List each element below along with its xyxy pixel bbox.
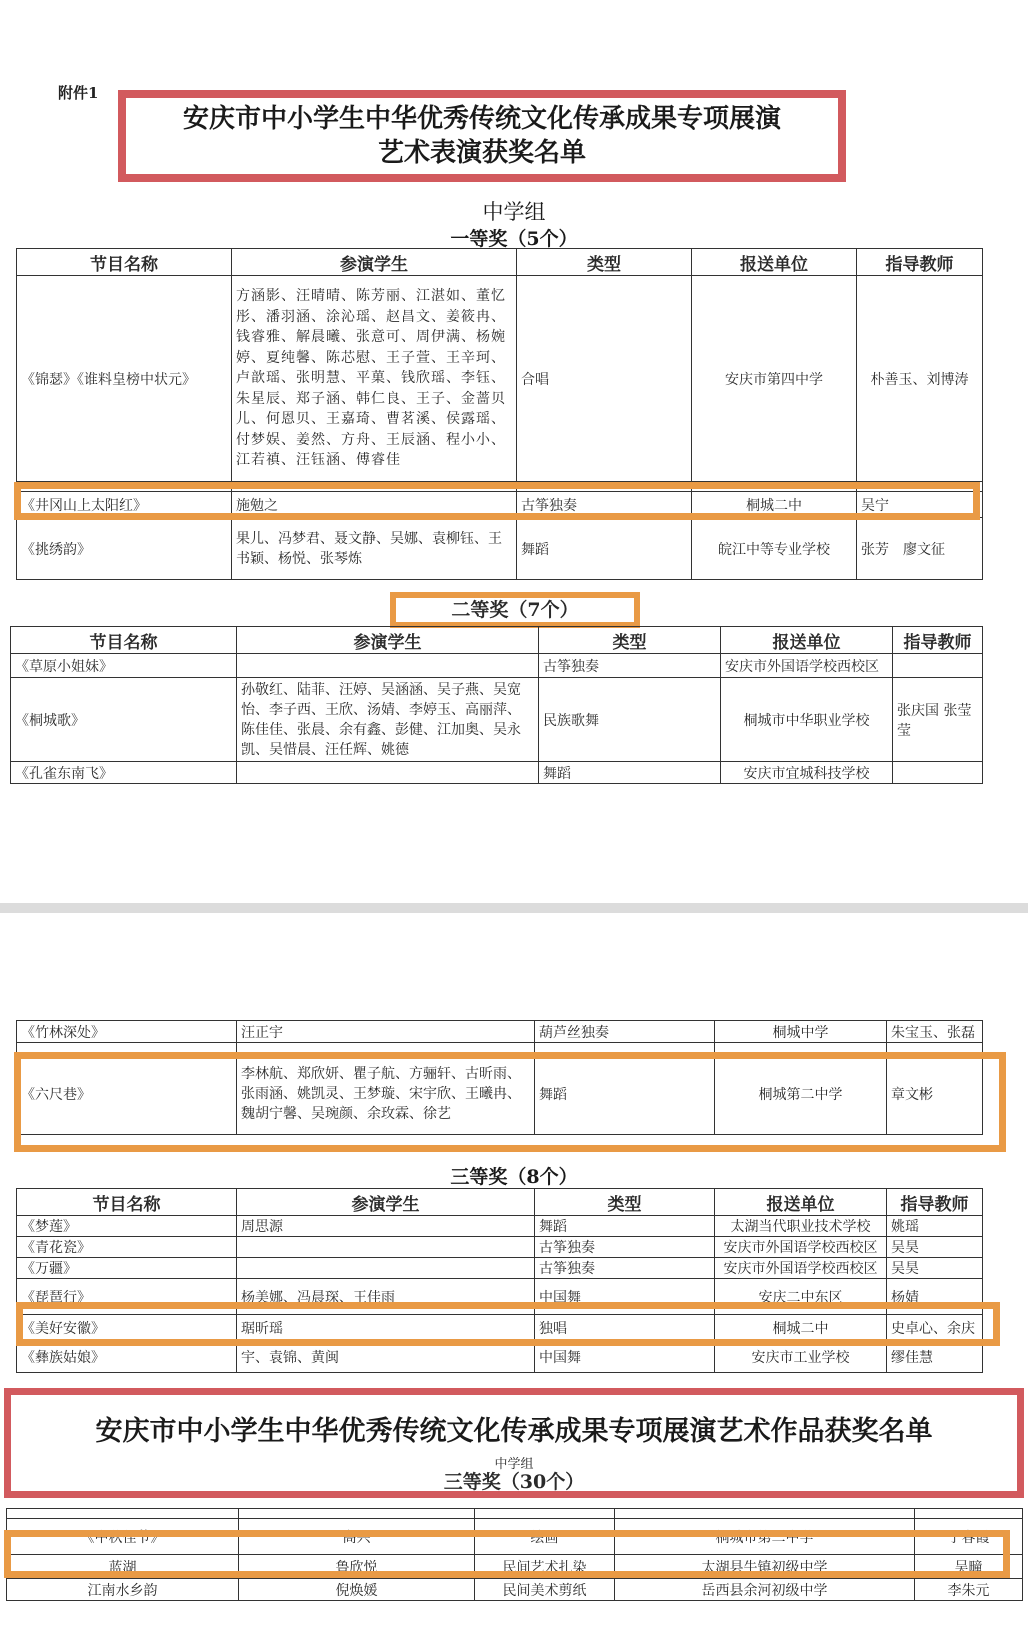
- artwork-group: 中学组: [494, 1457, 534, 1472]
- cell-teacher: 吴昊: [887, 1258, 983, 1279]
- table-header-row: [17, 249, 983, 276]
- cell-student: 鲁欣悦: [239, 1555, 475, 1579]
- cell-unit: 皖江中等专业学校: [692, 518, 857, 580]
- cell-type: 古筝独奏: [535, 1258, 715, 1279]
- cell-students: 施勉之: [232, 492, 517, 518]
- cell-teacher: 李朱元: [915, 1579, 1023, 1601]
- cell-type: 葫芦丝独奏: [535, 1021, 715, 1043]
- table-row: [11, 654, 983, 678]
- cell-teacher: [893, 762, 983, 784]
- cell-teacher: 朱宝玉、张磊: [887, 1021, 983, 1043]
- table-header-row: [11, 627, 983, 654]
- cell-teacher: 杨婧: [887, 1279, 983, 1315]
- table-row: [17, 1237, 983, 1258]
- table-row: [17, 1279, 983, 1315]
- cell-students: [237, 654, 539, 678]
- table-row: [7, 1519, 1023, 1555]
- header-name: 节目名称: [17, 249, 232, 276]
- cell-unit: 岳西县余河初级中学: [615, 1579, 915, 1601]
- table-row: [7, 1555, 1023, 1579]
- header-students: 参演学生: [237, 627, 539, 654]
- header-teacher: 指导教师: [857, 249, 983, 276]
- cell-students: [237, 762, 539, 784]
- cell-teacher: 章文彬: [887, 1053, 983, 1135]
- cell-students: 宇、袁锦、黄闽: [237, 1341, 535, 1373]
- cell-teacher: 丁春霞: [915, 1519, 1023, 1555]
- header-name: 节目名称: [11, 627, 237, 654]
- cell-unit: 太湖县牛镇初级中学: [615, 1555, 915, 1579]
- cell-unit: 桐城市第二中学: [615, 1519, 915, 1555]
- cell-name: 《青花瓷》: [17, 1237, 237, 1258]
- cell-students: 琚昕瑶: [237, 1315, 535, 1341]
- table-row: [11, 762, 983, 784]
- cell-unit: 太湖当代职业技术学校: [715, 1216, 887, 1237]
- cell-name: 江南水乡韵: [7, 1579, 239, 1601]
- header-students: 参演学生: [232, 249, 517, 276]
- cell-type: 合唱: [517, 276, 692, 482]
- cell-type: 舞蹈: [517, 518, 692, 580]
- header-name: 节目名称: [17, 1189, 237, 1216]
- table-row: [17, 1315, 983, 1341]
- header-teacher: 指导教师: [893, 627, 983, 654]
- artwork-title-box: [4, 1388, 1024, 1498]
- header-type: 类型: [517, 249, 692, 276]
- table-row: [17, 276, 983, 482]
- table-row: [17, 1341, 983, 1373]
- cell-teacher: 张芳 廖文征: [857, 518, 983, 580]
- cell-type: 民族歌舞: [539, 678, 721, 762]
- cell-name: 《草原小姐妹》: [11, 654, 237, 678]
- cell-student: 倪焕媛: [239, 1579, 475, 1601]
- cell-type: 中国舞: [535, 1341, 715, 1373]
- cell-name: 《井冈山上太阳红》: [17, 492, 232, 518]
- cell-teacher: 吴疃: [915, 1555, 1023, 1579]
- main-title-line1: 安庆市中小学生中华优秀传统文化传承成果专项展演: [182, 104, 781, 134]
- second-prize-table-a: [10, 626, 983, 784]
- cell-type: 古筝独奏: [517, 492, 692, 518]
- cell-name: 《琵琶行》: [17, 1279, 237, 1315]
- cell-unit: 安庆市外国语学校西校区: [715, 1237, 887, 1258]
- third-prize-table: [16, 1188, 983, 1373]
- cell-teacher: 缪佳慧: [887, 1341, 983, 1373]
- cell-type: 绘画: [475, 1519, 615, 1555]
- header-type: 类型: [539, 627, 721, 654]
- artwork-table: [6, 1508, 1023, 1601]
- second-prize-table-b: [16, 1020, 983, 1135]
- first-prize-table: [16, 248, 983, 580]
- table-row: [17, 1021, 983, 1043]
- main-title-line2: 艺术表演获奖名单: [377, 138, 586, 168]
- cell-student: 高兴: [239, 1519, 475, 1555]
- artwork-award-title: 三等奖（30个）: [443, 1471, 585, 1493]
- cell-type: 民间美术剪纸: [475, 1579, 615, 1601]
- cell-teacher: [893, 654, 983, 678]
- group-title: 中学组: [482, 200, 546, 224]
- cell-name: 《竹林深处》: [17, 1021, 237, 1043]
- cell-name: 《万疆》: [17, 1258, 237, 1279]
- cell-type: 舞蹈: [539, 762, 721, 784]
- cell-unit: 安庆市宜城科技学校: [721, 762, 893, 784]
- table-row: [7, 1579, 1023, 1601]
- cell-type: 中国舞: [535, 1279, 715, 1315]
- cell-name: 《梦莲》: [17, 1216, 237, 1237]
- cell-teacher: 吴宁: [857, 492, 983, 518]
- cell-unit: 安庆市外国语学校西校区: [721, 654, 893, 678]
- cell-name: 《中秋佳节》: [7, 1519, 239, 1555]
- cell-students: 孙敬红、陆菲、汪婷、吴涵涵、吴子燕、吴宽怡、李子西、王欣、汤婧、李婷玉、高丽萍、陈佳佳、张晨、余有鑫、彭健、江加奥、吴永凯、吴惜晨、汪任辉、姚德: [237, 678, 539, 762]
- header-unit: 报送单位: [692, 249, 857, 276]
- cell-unit: 安庆市外国语学校西校区: [715, 1258, 887, 1279]
- cell-unit: 安庆市第四中学: [692, 276, 857, 482]
- cell-name: 蓝湖: [7, 1555, 239, 1579]
- cell-name: 《桐城歌》: [11, 678, 237, 762]
- third-prize-title: 三等奖（8个）: [450, 1166, 578, 1188]
- cell-students: 汪正宇: [237, 1021, 535, 1043]
- cell-unit: 安庆二中东区: [715, 1279, 887, 1315]
- header-teacher: 指导教师: [887, 1189, 983, 1216]
- table-header-row: [17, 1189, 983, 1216]
- cell-name: 《孔雀东南飞》: [11, 762, 237, 784]
- page-gap: [0, 903, 1028, 913]
- artwork-title: 安庆市中小学生中华优秀传统文化传承成果专项展演艺术作品获奖名单: [95, 1416, 933, 1447]
- cell-students: [237, 1237, 535, 1258]
- cell-students: 方涵影、汪晴晴、陈芳丽、江湛如、董忆彤、潘羽涵、涂沁瑶、赵昌文、姜筱冉、钱睿雅、解晨曦、张意可、周伊满、杨婉婷、夏纯馨、陈芯慰、王子萱、王辛珂、卢歆瑶、张明慧、平菓、钱欣瑶、李钰、朱星辰、郑子涵、韩仁良、王子、金蔷贝儿、何恩贝、王嘉琦、曹茗溪、侯露瑶、付梦娱、姜然、方舟、王辰涵、程小小、江若禛、汪钰涵、傅睿佳: [232, 276, 517, 482]
- header-students: 参演学生: [237, 1189, 535, 1216]
- cell-unit: 安庆市工业学校: [715, 1341, 887, 1373]
- cell-type: 舞蹈: [535, 1053, 715, 1135]
- cell-teacher: 姚瑶: [887, 1216, 983, 1237]
- cell-type: 古筝独奏: [539, 654, 721, 678]
- table-row: [17, 1258, 983, 1279]
- header-type: 类型: [535, 1189, 715, 1216]
- cell-students: 李林航、郑欣妍、瞿子航、方骊轩、古昕雨、张雨涵、姚凯灵、王梦璇、宋宇欣、王曦冉、魏胡宁馨、吴琬颜、余玫霖、徐艺: [237, 1053, 535, 1135]
- cell-unit: 桐城第二中学: [715, 1053, 887, 1135]
- cell-unit: 桐城二中: [692, 492, 857, 518]
- cell-name: 《彝族姑娘》: [17, 1341, 237, 1373]
- cell-name: 《美好安徽》: [17, 1315, 237, 1341]
- cell-teacher: 张庆国 张莹莹: [893, 678, 983, 762]
- cell-unit: 桐城二中: [715, 1315, 887, 1341]
- cell-name: 《挑绣韵》: [17, 518, 232, 580]
- header-unit: 报送单位: [721, 627, 893, 654]
- cell-students: 果儿、冯梦君、聂文静、吴娜、袁柳钰、王书颖、杨悦、张琴炼: [232, 518, 517, 580]
- cell-students: [237, 1258, 535, 1279]
- main-title-box: [118, 90, 846, 182]
- table-row: [17, 492, 983, 518]
- table-row: [11, 678, 983, 762]
- first-prize-title: 一等奖（5个）: [450, 228, 578, 250]
- cell-type: 古筝独奏: [535, 1237, 715, 1258]
- cell-students: 周思源: [237, 1216, 535, 1237]
- cell-unit: 桐城市中华职业学校: [721, 678, 893, 762]
- cell-teacher: 吴昊: [887, 1237, 983, 1258]
- attachment-label: 附件1: [58, 84, 99, 102]
- table-row: [17, 1216, 983, 1237]
- cell-type: 独唱: [535, 1315, 715, 1341]
- cell-type: 舞蹈: [535, 1216, 715, 1237]
- cell-teacher: 史卓心、余庆: [887, 1315, 983, 1341]
- cell-name: 《锦瑟》《谁料皇榜中状元》: [17, 276, 232, 482]
- cell-type: 民间艺术扎染: [475, 1555, 615, 1579]
- second-prize-title: 二等奖（7个）: [390, 592, 640, 628]
- cell-teacher: 朴善玉、刘博涛: [857, 276, 983, 482]
- cell-students: 杨美娜、冯晨琛、王佳雨: [237, 1279, 535, 1315]
- cell-unit: 桐城中学: [715, 1021, 887, 1043]
- table-row: [17, 518, 983, 580]
- table-row: [17, 1053, 983, 1135]
- header-unit: 报送单位: [715, 1189, 887, 1216]
- cell-name: 《六尺巷》: [17, 1053, 237, 1135]
